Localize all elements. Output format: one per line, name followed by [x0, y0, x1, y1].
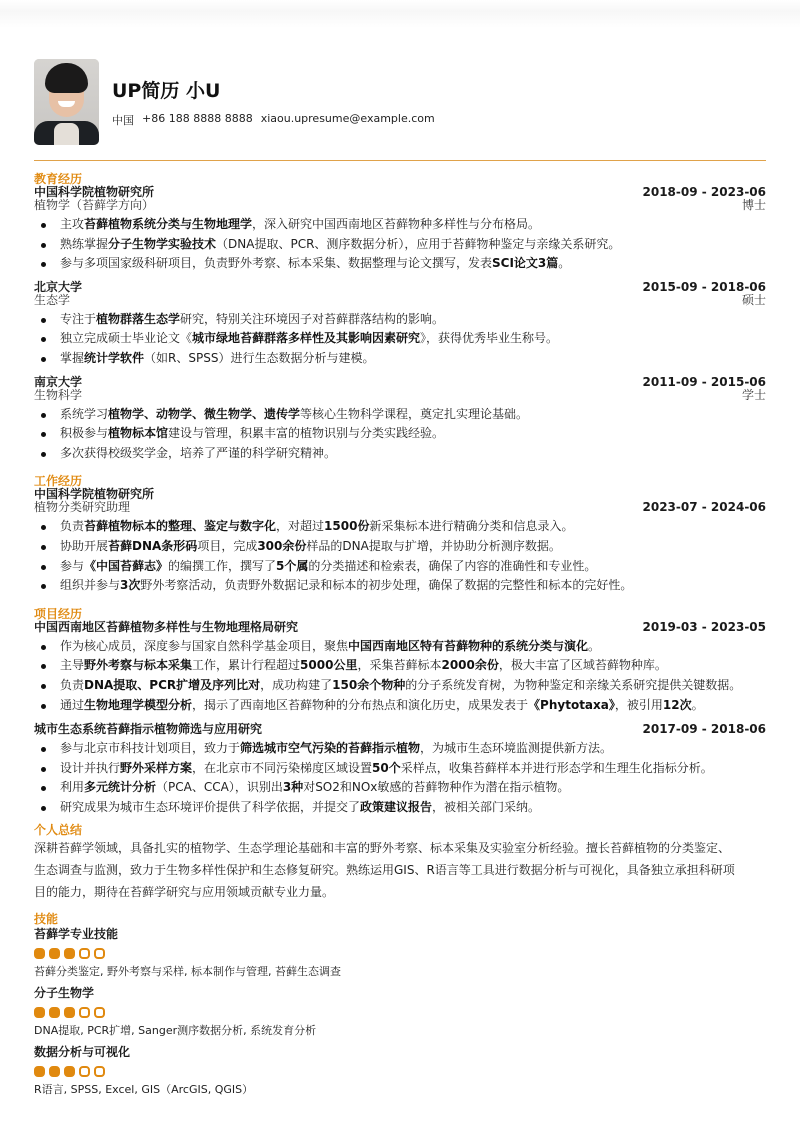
summary-text	[34, 837, 766, 903]
resume-page	[34, 58, 766, 1103]
rating-dot-empty-icon	[94, 948, 105, 959]
text: 多次获得校级奖学金，培养了严谨的科学研究精神。	[60, 445, 337, 460]
bold-text: SCI论文3篇	[492, 256, 559, 271]
rating-dot-filled-icon	[49, 1007, 60, 1018]
skill-description: DNA提取, PCR扩增, Sanger测序数据分析, 系统发育分析	[34, 1024, 317, 1038]
skill-rating	[34, 1066, 766, 1077]
resume-header	[34, 58, 766, 146]
entry-subheader	[34, 199, 766, 212]
bold-text: 1500份	[324, 519, 370, 534]
header-divider	[34, 160, 766, 161]
project-name: 城市生态系统苔藓指示植物筛选与应用研究	[34, 722, 263, 737]
bold-text: 筛选城市空气污染的苔藓指示植物	[240, 741, 421, 756]
text: 研究成果为城市生态环境评价提供了科学依据，并提交了	[60, 799, 361, 814]
summary-line: 生态调查与监测，致力于生物多样性保护和生态修复研究。熟练运用GIS、R语言等工具进行数据分析与可视化，具备独立承担科研项	[34, 863, 735, 878]
text: 协助开展	[60, 538, 109, 553]
section-title-education: 教育经历	[34, 172, 83, 186]
bullet-item	[34, 696, 766, 716]
project-entry	[34, 723, 766, 817]
text: ，极大丰富了区域苔藓物种库。	[498, 658, 667, 673]
bold-text: 野外采样方案	[120, 760, 193, 775]
text: ，采集苔藓标本	[357, 658, 442, 673]
skill-rating	[34, 948, 766, 959]
skill-name: 数据分析与可视化	[34, 1045, 131, 1060]
date-range: 2015-09 - 2018-06	[642, 279, 766, 294]
entry-header	[34, 376, 766, 389]
avatar-photo	[34, 59, 99, 145]
bullet-list	[34, 310, 766, 369]
text: 系统学习	[60, 406, 109, 421]
text: 积极参与	[60, 426, 109, 441]
bold-text: 分子生物学实验技术	[108, 236, 217, 251]
text: 建设与管理，积累丰富的植物识别与分类实践经验。	[168, 426, 445, 441]
text: （PCA、CCA），识别出	[156, 780, 283, 795]
section-title-projects: 项目经历	[34, 606, 83, 621]
entry-header	[34, 723, 766, 736]
top-shadow-band	[0, 0, 800, 28]
text: 主导	[60, 658, 85, 673]
text: 新采集标本进行精确分类和信息录入。	[369, 519, 574, 534]
rating-dot-filled-icon	[34, 948, 45, 959]
bullet-item	[34, 517, 766, 537]
bold-text: 多元统计分析	[84, 780, 157, 795]
company-name: 中国科学院植物研究所	[34, 487, 155, 502]
major: 植物学（苔藓学方向）	[34, 198, 155, 212]
skill-name: 分子生物学	[34, 986, 95, 1001]
bold-text: 5个属	[276, 558, 309, 573]
text: 对SO2和NOx敏感的苔藓物种作为潜在指示植物。	[303, 780, 570, 795]
rating-dot-empty-icon	[79, 1007, 90, 1018]
bullet-item	[34, 778, 766, 798]
summary-line: 目的能力，期待在苔藓学研究与应用领域贡献专业力量。	[34, 885, 335, 900]
bullet-item	[34, 637, 766, 657]
bold-text: 50个	[372, 760, 401, 775]
text: ，深入研究中国西南地区苔藓物种多样性与分布格局。	[252, 217, 541, 231]
bold-text: 野外考察与标本采集	[84, 658, 193, 673]
bold-text: 《中国苔藓志》	[84, 558, 169, 573]
text: 工作，累计行程超过	[192, 658, 301, 673]
school-name: 南京大学	[34, 374, 83, 389]
job-role: 植物分类研究助理	[34, 500, 131, 515]
bold-text: 5000公里	[300, 658, 358, 673]
text: 熟练掌握	[60, 236, 109, 251]
text: 。	[691, 697, 704, 712]
school-name: 北京大学	[34, 279, 83, 294]
project-entry	[34, 621, 766, 715]
bullet-item	[34, 739, 766, 759]
education-entry	[34, 281, 766, 369]
entry-subheader	[34, 294, 766, 307]
bold-text: 150余个物种	[332, 677, 406, 692]
rating-dot-empty-icon	[94, 1066, 105, 1077]
text: 研究，特别关注环境因子对苔藓群落结构的影响。	[180, 311, 445, 326]
rating-dot-filled-icon	[34, 1066, 45, 1077]
school-name: 中国科学院植物研究所	[34, 185, 155, 199]
entry-header	[34, 621, 766, 634]
bullet-item	[34, 235, 766, 255]
phone: +86 188 8888 8888	[142, 112, 253, 125]
text: ，对超过	[276, 519, 325, 534]
text: 》，获得优秀毕业生称号。	[420, 331, 559, 346]
bullet-list	[34, 739, 766, 817]
bold-text: 植物标本馆	[108, 426, 169, 441]
education-list	[34, 186, 766, 463]
header-info	[112, 76, 435, 128]
date-range: 2023-07 - 2024-06	[642, 500, 766, 515]
bullet-item	[34, 759, 766, 779]
bullet-item	[34, 537, 766, 557]
skill-name: 苔藓学专业技能	[34, 927, 119, 942]
skill-item	[34, 985, 766, 1038]
rating-dot-filled-icon	[49, 1066, 60, 1077]
education-entry	[34, 376, 766, 464]
skill-description: R语言, SPSS, Excel, GIS（ArcGIS, QGIS）	[34, 1083, 254, 1097]
text: 组织并参与	[60, 578, 121, 593]
text: 的分类描述和检索表，确保了内容的准确性和专业性。	[308, 558, 597, 573]
bold-text: 植物学、动物学、微生物学、遗传学	[108, 406, 301, 421]
bold-text: 政策建议报告	[360, 799, 433, 814]
degree: 硕士	[741, 292, 766, 307]
rating-dot-filled-icon	[34, 1007, 45, 1018]
text: ，在北京市不同污染梯度区域设置	[192, 760, 373, 775]
rating-dot-empty-icon	[79, 948, 90, 959]
bold-text: 苔藓DNA条形码	[108, 538, 198, 553]
bullet-item	[34, 424, 766, 444]
summary-line: 深耕苔藓学领域，具备扎实的植物学、生态学理论基础和丰富的野外考察、标本采集及实验室分析经验。擅长苔藓植物的分类鉴定、	[34, 841, 731, 856]
bullet-item	[34, 329, 766, 349]
text: 采样点，收集苔藓样本并进行形态学和生理生化指标分析。	[400, 760, 713, 775]
bullet-list	[34, 405, 766, 464]
date-range: 2019-03 - 2023-05	[642, 619, 766, 634]
rating-dot-filled-icon	[64, 1066, 75, 1077]
bold-text: 苔藓植物标本的整理、鉴定与数字化	[84, 519, 277, 534]
skill-item	[34, 926, 766, 979]
candidate-name: UP简历 小U	[112, 80, 221, 102]
text: （如R、SPSS）进行生态数据分析与建模。	[144, 350, 375, 365]
bullet-item	[34, 349, 766, 369]
bold-text: DNA提取、PCR扩增及序列比对	[84, 677, 261, 692]
bullet-item	[34, 405, 766, 425]
major: 生态学	[34, 292, 71, 307]
text: 通过	[60, 697, 85, 712]
text: 。	[588, 638, 601, 653]
text: 的分子系统发育树，为物种鉴定和亲缘关系研究提供关键数据。	[405, 677, 742, 692]
rating-dot-empty-icon	[79, 1066, 90, 1077]
bold-text: 300余份	[257, 538, 307, 553]
text: （DNA提取、PCR、测序数据分析），应用于苔藓物种鉴定与亲缘关系研究。	[216, 236, 621, 251]
text: 利用	[60, 780, 85, 795]
bold-text: 3次	[120, 578, 141, 593]
bullet-item	[34, 557, 766, 577]
bullet-item	[34, 444, 766, 464]
text: 。	[558, 256, 571, 271]
bold-text: 植物群落生态学	[96, 311, 181, 326]
section-title-summary: 个人总结	[34, 823, 83, 838]
bold-text: 城市绿地苔藓群落多样性及其影响因素研究	[192, 331, 421, 346]
project-name: 中国西南地区苔藓植物多样性与生物地理格局研究	[34, 619, 299, 634]
section-title-skills: 技能	[34, 912, 59, 927]
bold-text: 12次	[662, 697, 692, 712]
text: 的编撰工作，撰写了	[168, 558, 277, 573]
contact-line	[112, 112, 435, 128]
text: ，被相关部门采纳。	[432, 799, 541, 814]
skills-list	[34, 926, 766, 1097]
text: ，为城市生态环境监测提供新方法。	[420, 741, 613, 756]
text: 设计并执行	[60, 760, 121, 775]
skill-rating	[34, 1007, 766, 1018]
bullet-list	[34, 637, 766, 715]
date-range: 2018-09 - 2023-06	[642, 185, 766, 199]
bold-text: 《Phytotaxa》	[528, 697, 615, 712]
projects-list	[34, 621, 766, 818]
text: 野外考察活动，负责野外数据记录和标本的初步处理，确保了数据的完整性和标本的完好性。	[140, 578, 633, 593]
bullet-item	[34, 576, 766, 596]
text: ，成功构建了	[260, 677, 333, 692]
bold-text: 2000余份	[441, 658, 499, 673]
bullet-item	[34, 254, 766, 274]
bullet-item	[34, 215, 766, 235]
text: 主攻	[60, 217, 85, 231]
date-range: 2011-09 - 2015-06	[642, 374, 766, 389]
text: 独立完成硕士毕业论文《	[60, 331, 193, 346]
text: 参与多项国家级科研项目，负责野外考察、标本采集、数据整理与论文撰写，发表	[60, 256, 493, 271]
degree: 学士	[741, 387, 766, 402]
text: 专注于	[60, 311, 97, 326]
bullet-item	[34, 310, 766, 330]
skill-item	[34, 1044, 766, 1097]
text: 作为核心成员，深度参与国家自然科学基金项目，聚焦	[60, 638, 349, 653]
bullet-item	[34, 798, 766, 818]
text: ，被引用	[614, 697, 663, 712]
text: ，揭示了西南地区苔藓物种的分布热点和演化历史，成果发表于	[192, 697, 529, 712]
major: 生物科学	[34, 387, 83, 402]
text: 负责	[60, 677, 85, 692]
work-entry	[34, 488, 766, 595]
location: 中国	[112, 114, 134, 127]
work-list	[34, 488, 766, 595]
entry-subheader	[34, 501, 766, 514]
entry-subheader	[34, 389, 766, 402]
text: 掌握	[60, 350, 85, 365]
bullet-item	[34, 676, 766, 696]
text: 负责	[60, 519, 85, 534]
bold-text: 苔藓植物系统分类与生物地理学	[84, 217, 253, 231]
rating-dot-filled-icon	[64, 1007, 75, 1018]
text: 项目，完成	[197, 538, 258, 553]
bold-text: 生物地理学模型分析	[84, 697, 193, 712]
text: 参与北京市科技计划项目，致力于	[60, 741, 241, 756]
date-range: 2017-09 - 2018-06	[642, 722, 766, 737]
bold-text: 中国西南地区特有苔藓物种的系统分类与演化	[348, 638, 589, 653]
text: 等核心生物科学课程，奠定扎实理论基础。	[300, 406, 529, 421]
text: 参与	[60, 558, 85, 573]
degree: 博士	[741, 198, 766, 212]
bullet-list	[34, 517, 766, 595]
text: 样品的DNA提取与扩增，并协助分析测序数据。	[306, 538, 561, 553]
education-entry	[34, 186, 766, 274]
rating-dot-filled-icon	[49, 948, 60, 959]
skill-description: 苔藓分类鉴定, 野外考察与采样, 标本制作与管理, 苔藓生态调查	[34, 965, 341, 979]
section-title-work: 工作经历	[34, 474, 83, 489]
bullet-list	[34, 215, 766, 274]
bold-text: 3种	[282, 780, 304, 795]
email[interactable]: xiaou.upresume@example.com	[260, 112, 435, 125]
rating-dot-empty-icon	[94, 1007, 105, 1018]
rating-dot-filled-icon	[64, 948, 75, 959]
bold-text: 统计学软件	[84, 350, 145, 365]
bullet-item	[34, 656, 766, 676]
entry-header	[34, 281, 766, 294]
